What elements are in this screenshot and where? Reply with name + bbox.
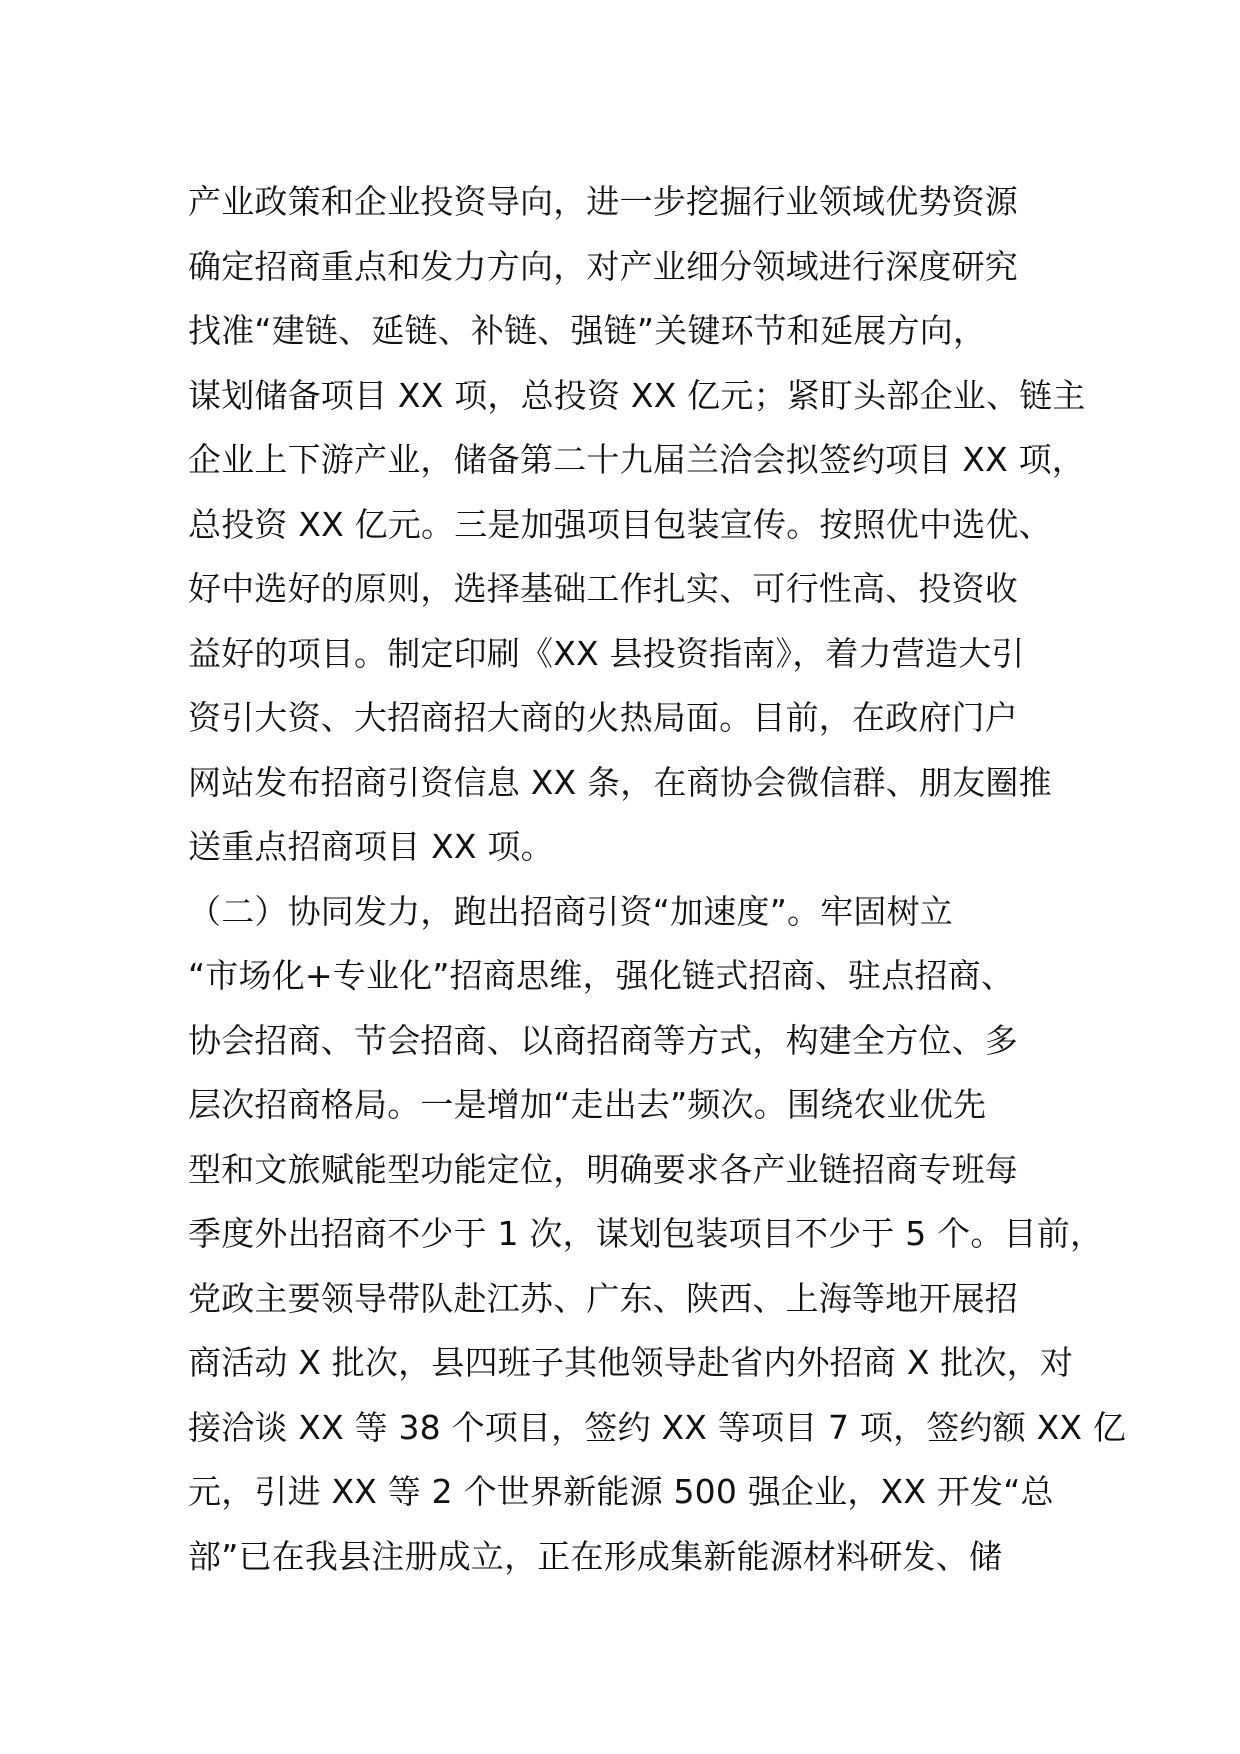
text-line: 接洽谈 XX 等 38 个项目，签约 XX 等项目 7 项，签约额 XX 亿 <box>188 1407 1127 1447</box>
text-line: 型和文旅赋能型功能定位，明确要求各产业链招商专班每 <box>188 1149 1018 1189</box>
text-line: 商活动 X 批次，县四班子其他领导赴省内外招商 X 批次，对 <box>188 1343 1074 1382</box>
text-line: 送重点招商项目 XX 项。 <box>188 827 554 866</box>
text-line: 协会招商、节会招商、以商招商等方式，构建全方位、多 <box>188 1020 1018 1060</box>
text-line: 产业政策和企业投资导向，进一步挖掘行业领域优势资源 <box>188 182 1018 221</box>
text-line: 网站发布招商引资信息 XX 条，在商协会微信群、朋友圈推 <box>188 762 1052 802</box>
text-line: 好中选好的原则，选择基础工作扎实、可行性高、投资收 <box>188 569 1018 608</box>
text-line: 企业上下游产业，储备第二十九届兰洽会拟签约项目 XX 项， <box>188 440 1085 479</box>
text-line: 党政主要领导带队赴江苏、广东、陕西、上海等地开展招 <box>188 1278 1018 1318</box>
text-line: 确定招商重点和发力方向，对产业细分领域进行深度研究 <box>188 246 1018 286</box>
text-line: 季度外出招商不少于 1 次，谋划包装项目不少于 5 个。目前， <box>188 1214 1104 1253</box>
text-line: “市场化+专业化”招商思维，强化链式招商、驻点招商、 <box>188 956 1015 995</box>
text-line: 资引大资、大招商招大商的火热局面。目前，在政府门户 <box>188 698 1018 737</box>
text-line: 益好的项目。制定印刷《XX 县投资指南》，着力营造大引 <box>188 633 1025 673</box>
text-line: 部”已在我县注册成立，正在形成集新能源材料研发、储 <box>188 1536 1003 1576</box>
text-line: 谋划储备项目 XX 项，总投资 XX 亿元；紧盯头部企业、链主 <box>188 375 1086 415</box>
text-line: 总投资 XX 亿元。三是加强项目包装宣传。按照优中选优、 <box>188 504 1052 544</box>
body-text <box>188 170 1127 1589</box>
section-heading-line: （二）协同发力，跑出招商引资“加速度”。牢固树立 <box>188 891 953 931</box>
text-line: 找准“建链、延链、补链、强链”关键环节和延展方向， <box>188 311 987 350</box>
text-line: 元，引进 XX 等 2 个世界新能源 500 强企业，XX 开发“总 <box>188 1472 1054 1511</box>
text-line: 层次招商格局。一是增加“走出去”频次。围绕农业优先 <box>188 1085 987 1124</box>
